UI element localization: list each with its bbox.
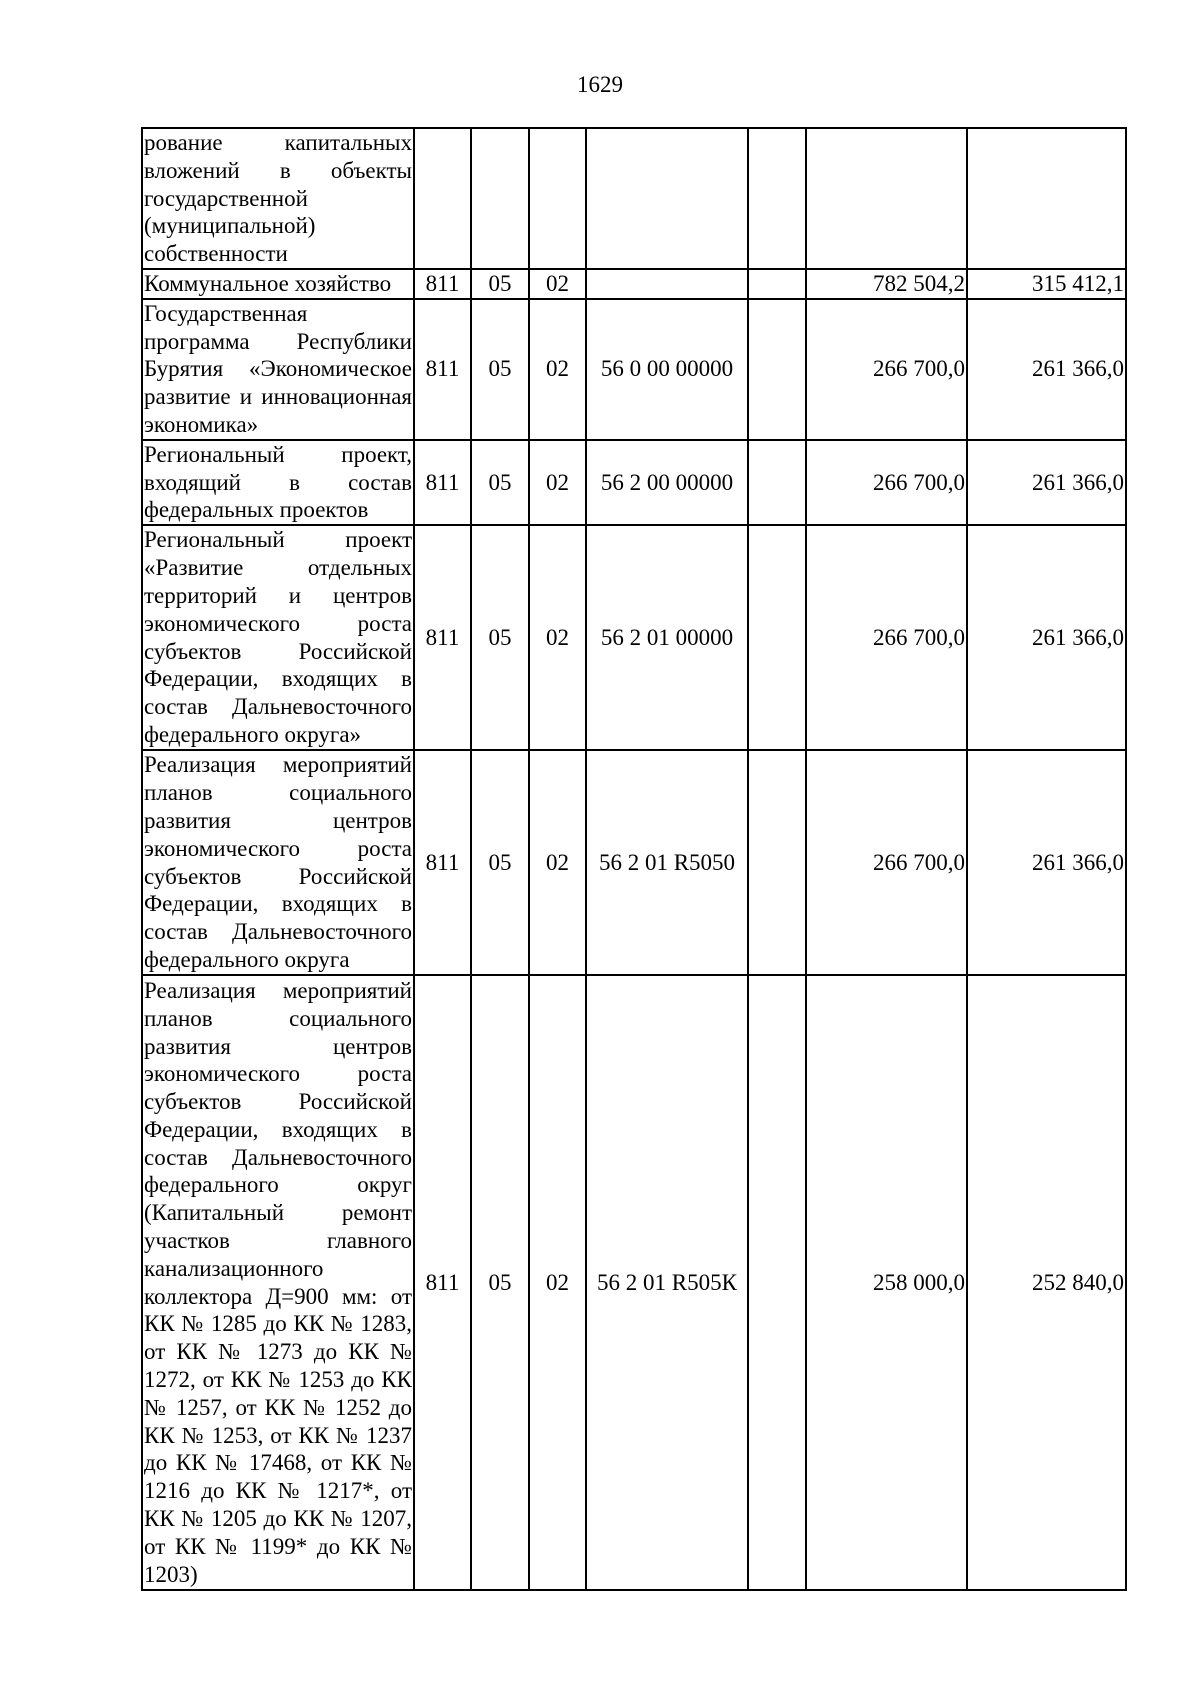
- table-row: [142, 128, 1126, 269]
- amount-1: 782 504,2: [806, 269, 967, 299]
- section-code: 05: [471, 750, 529, 975]
- subsection-code: 02: [529, 750, 586, 975]
- target-article-code: [586, 128, 748, 269]
- table-row: [142, 440, 1126, 525]
- target-article-code: 56 2 00 00000: [586, 440, 748, 525]
- table-row: [142, 525, 1126, 750]
- section-code: [471, 128, 529, 269]
- amount-1: 266 700,0: [806, 750, 967, 975]
- target-article-code: 56 2 01 00000: [586, 525, 748, 750]
- ministry-code: [414, 128, 471, 269]
- ministry-code: 811: [414, 440, 471, 525]
- budget-table: [141, 127, 1127, 1591]
- target-article-code: [586, 269, 748, 299]
- amount-1: 266 700,0: [806, 440, 967, 525]
- expense-type-code: [748, 525, 806, 750]
- subsection-code: 02: [529, 269, 586, 299]
- row-name: Реализация мероприятий планов социального развития центров экономического роста субъектов Российской Федерации, входящих в состав Дальневосточного федерального округа: [142, 750, 414, 975]
- amount-1: 266 700,0: [806, 525, 967, 750]
- amount-2: 261 366,0: [967, 299, 1126, 440]
- expense-type-code: [748, 128, 806, 269]
- row-name: Региональный проект, входящий в состав федеральных проектов: [142, 440, 414, 525]
- amount-1: 258 000,0: [806, 975, 967, 1590]
- table-row: [142, 750, 1126, 975]
- target-article-code: 56 0 00 00000: [586, 299, 748, 440]
- table-row: [142, 975, 1126, 1590]
- amount-2: [967, 128, 1126, 269]
- amount-2: 261 366,0: [967, 525, 1126, 750]
- expense-type-code: [748, 269, 806, 299]
- page-number: 1629: [577, 72, 623, 97]
- subsection-code: 02: [529, 975, 586, 1590]
- section-code: 05: [471, 525, 529, 750]
- ministry-code: 811: [414, 975, 471, 1590]
- table-row: [142, 269, 1126, 299]
- subsection-code: 02: [529, 299, 586, 440]
- expense-type-code: [748, 299, 806, 440]
- section-code: 05: [471, 975, 529, 1590]
- amount-1: [806, 128, 967, 269]
- row-name: Государственная программа Республики Бурятия «Экономическое развитие и инновационная экономика»: [142, 299, 414, 440]
- expense-type-code: [748, 975, 806, 1590]
- subsection-code: 02: [529, 440, 586, 525]
- expense-type-code: [748, 750, 806, 975]
- amount-2: 261 366,0: [967, 440, 1126, 525]
- amount-2: 315 412,1: [967, 269, 1126, 299]
- table-row: [142, 299, 1126, 440]
- amount-2: 261 366,0: [967, 750, 1126, 975]
- target-article-code: 56 2 01 R5050: [586, 750, 748, 975]
- target-article-code: 56 2 01 R505К: [586, 975, 748, 1590]
- ministry-code: 811: [414, 750, 471, 975]
- ministry-code: 811: [414, 525, 471, 750]
- row-name: рование капитальных вложений в объекты государственной (муниципальной) собственности: [142, 128, 414, 269]
- amount-1: 266 700,0: [806, 299, 967, 440]
- section-code: 05: [471, 299, 529, 440]
- amount-2: 252 840,0: [967, 975, 1126, 1590]
- section-code: 05: [471, 269, 529, 299]
- ministry-code: 811: [414, 269, 471, 299]
- row-name: Реализация мероприятий планов социального развития центров экономического роста субъектов Российской Федерации, входящих в состав Дальневосточного федерального округ (Капитальный ремонт участков главного канализационного коллектора Д=900 мм: от КК № 1285 до КК № 1283, от КК № 1273 до КК № 1272, от КК № 1253 до КК № 1257, от КК № 1252 до КК № 1253, от КК № 1237 до КК № 17468, от КК № 1216 до КК № 1217*, от КК № 1205 до КК № 1207, от КК № 1199* до КК № 1203): [142, 975, 414, 1590]
- subsection-code: 02: [529, 525, 586, 750]
- row-name: Коммунальное хозяйство: [142, 269, 414, 299]
- row-name: Региональный проект «Развитие отдельных территорий и центров экономического роста субъектов Российской Федерации, входящих в состав Дальневосточного федерального округа»: [142, 525, 414, 750]
- subsection-code: [529, 128, 586, 269]
- ministry-code: 811: [414, 299, 471, 440]
- expense-type-code: [748, 440, 806, 525]
- section-code: 05: [471, 440, 529, 525]
